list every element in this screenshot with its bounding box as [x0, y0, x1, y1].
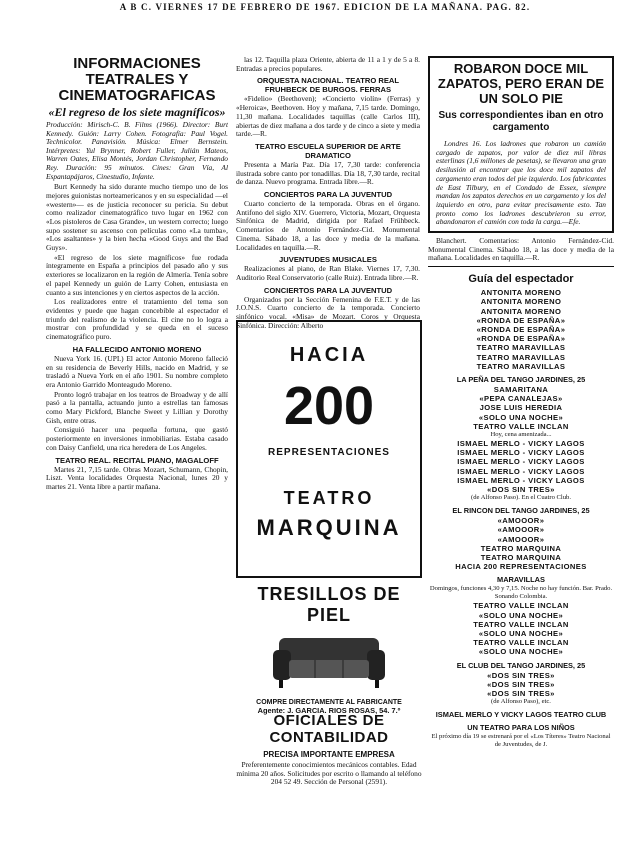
paragraph: Pronto logró trabajar en los teatros de Broadway y de allí pasó a la pantalla, actuando junto a estrellas tan famosas como Mary Pickford, Blanche Sweet y Lillian y Dorothy Gish, entre otras.: [46, 389, 228, 425]
guide-line: «AMOOOR»: [497, 516, 545, 526]
paragraph: «El regreso de los siete magníficos» fue rodada íntegramente en España a principios del pasado año y sus exteriores se localizaron en la región de Almería. Tenía sobre el papel Kennedy un guión de Larry Cohen, entusiasta en cuanto a sus intenciones y en ciertos aspectos de la acción.: [46, 252, 228, 297]
guide-list: [428, 385, 614, 431]
guide-subheading: LA PEÑA DEL TANGO JARDINES, 25: [456, 374, 586, 384]
box-title: ROBARON DOCE MIL ZAPATOS, PERO ERAN DE UN SOLO PIE: [437, 61, 605, 106]
paragraph: Los realizadores entre el tratamiento del tema son evidentes y puede que hagan concebible al espectador el triunfo del realismo de la violencia. El cine no lo logra a mostrar con profundidad y se queda en el suceso cinematográfico puro.: [46, 297, 228, 342]
guide-line: «DOS SIN TRES»: [487, 485, 555, 494]
guide-note: (de Alfonso Paso), etc.: [491, 698, 551, 706]
guide-line: TEATRO VALLE INCLAN: [473, 638, 569, 648]
guide-line: ISMAEL MERLO - VICKY LAGOS: [457, 438, 585, 448]
guide-line: ISMAEL MERLO - VICKY LAGOS: [457, 448, 585, 458]
ad-text: TEATRO: [283, 488, 375, 508]
guide-line: «AMOOOR»: [497, 525, 545, 535]
guide-note: Domingos, funciones 4,30 y 7,15. Noche no hay función. Bar. Prado. Sonando Colombia.: [429, 585, 613, 601]
guide-note: (de Alfonso Paso). En el Cuatro Club.: [471, 494, 571, 502]
guide-line: ISMAEL MERLO - VICKY LAGOS: [457, 475, 585, 485]
guide-note: Hoy, cena amenizada...: [490, 430, 552, 438]
column-concerts: [236, 56, 420, 351]
ad-oficiales-contabilidad: [236, 712, 422, 842]
guide-list: [428, 601, 614, 656]
guide-line: HACIA 200 REPRESENTACIONES: [455, 562, 587, 572]
guide-list: [428, 671, 614, 699]
ad-text: Agente: J. GARCIA. RIOS ROSAS, 54. 7.º: [257, 706, 401, 715]
concert-heading: JUVENTUDES MUSICALES: [279, 255, 377, 265]
paragraph: Organizados por la Sección Femenina de F.E.T. y de las J.O.N.S. Cuarto concierto de la temporada. Concierto sinfónico vocal. «Misa» de Mozart. Coros y Orquesta Sinfónica. Dirección: Alberto: [236, 294, 420, 330]
guide-line: «SOLO UNA NOCHE»: [478, 412, 564, 422]
guide-line: «RONDA DE ESPAÑA»: [476, 324, 566, 334]
ad-tresillos: [236, 584, 422, 715]
guide-subheading: ISMAEL MERLO Y VICKY LAGOS TEATRO CLUB: [435, 710, 607, 720]
paragraph: Cuarto concierto de la temporada. Obras en el órgano. Antifono del siglo XIV. Guerrero, Victoria, Mozart, Orquesta Sinfónica de Madrid, dirigida por Rafael Frühbeck. Comentarios de Antonio Fernández-Cid. Monumental Cinema. Sábado 18, a las doce y media de la mañana. Localidades en taquilla.—R.: [236, 199, 420, 252]
guide-line: ANTONITA MORENO: [480, 288, 562, 298]
guide-list: [428, 288, 614, 371]
guide-line: «SOLO UNA NOCHE»: [478, 629, 564, 639]
guide-line: «AMOOOR»: [497, 534, 545, 544]
guide-list: [428, 516, 614, 571]
ad-title: OFICIALES DE CONTABILIDAD: [269, 712, 389, 746]
concert-heading: CONCIERTOS PARA LA JUVENTUD: [263, 285, 393, 295]
guide-line: TEATRO MARAVILLAS: [476, 361, 566, 371]
concert-heading: TEATRO ESCUELA SUPERIOR DE ARTE DRAMATICO: [255, 141, 401, 160]
ad-text: REPRESENTACIONES: [268, 447, 390, 458]
ad-text: Preferentemente conocimientos mecánicos contables. Edad mínima 20 años. Solicitudes por escrito o llamando al teléfono 204 52 49. Sección de Personal (2591).: [236, 760, 422, 787]
guide-line: TEATRO VALLE INCLAN: [473, 421, 569, 431]
column-theatre-cinema: [46, 56, 228, 856]
guide-line: JOSE LUIS HEREDIA: [479, 403, 563, 413]
ad-text: COMPRE DIRECTAMENTE AL FABRICANTE: [256, 699, 402, 706]
paragraph: Presenta a María Paz. Día 17, 7,30 tarde: conferencia ilustrada sobre canto por tonadillas. Día 18, 7,30 tarde, recital de danza. Nuevo programa. Entrada libre.—R.: [236, 159, 420, 187]
sofa-illustration: [269, 630, 389, 690]
guide-line: TEATRO MARQUINA: [480, 553, 562, 563]
ad-text: PRECISA IMPORTANTE EMPRESA: [263, 750, 395, 759]
guide-subheading: MARAVILLAS: [497, 575, 545, 585]
guide-note: El próximo día 19 se estrenará por el «Los Títeres» Teatro Nacional de Juventudes, de J.: [431, 733, 611, 749]
paragraph: Nueva York 16. (UPI.) El actor Antonio Moreno falleció en su residencia de Beverly Hills, nacido en Madrid, y se trasladó a Nueva York en el año 1901. Su nombre completo era Antonio Garrido Monteagudo Moreno.: [46, 353, 228, 389]
guide-line: «DOS SIN TRES»: [487, 670, 555, 680]
guide-line: ANTONITA MORENO: [480, 306, 562, 316]
film-credits: Producción: Mirisch-C. B. Films (1966). Director: Burt Kennedy. Guión: Larry Cohen. Fotografía: Paul Vogel. Technicolor. Panavisión. Música: Elmer Bernstein. Intérpretes: Yul Brynner, Robert Fuller, Julián Mateos, Warren Oates, Elisa Montés, Jordan Christopher, Fernando Rey. Duración: 95 minutos. Cines: Gran Vía, Al Espantapájaros, Cinestudio, Infante.: [46, 120, 228, 181]
paragraph: las 12. Taquilla plaza Oriente, abierta de 11 a 1 y de 5 a 8. Entradas a precios populares.: [236, 56, 420, 73]
guide-line: TEATRO MARQUINA: [480, 543, 562, 553]
guide-line: ANTONITA MORENO: [480, 297, 562, 307]
paragraph: «Fidelio» (Beethoven); «Concierto violín» (Ferras) y «Heroica», Beethoven. Hoy y mañana, 7,15 tarde. Domingo, 11,30 mañana. Localidades taquillas (calle Carlos III), abiertas de diez mañana a dos tarde y de cinco a siete y media tarde.—R.: [236, 94, 420, 139]
box-text: Londres 16. Los ladrones que robaron un camión cargado de zapatos, por valor de diez mil libras esterlinas (1,6 millones de pesetas), se llevaron una gran desilusión al encontrar que los doce mil zapatos del cargamento eran todos del pie izquierdo. Los fabricantes de East Tilbury, en el Condado de Essex, siempre mandan los zapatos derechos en un cargamento y los del izquierdo en otro, para evitar precisamente esto. Tan pronto como los ladrones descubrieron su error, abandonaron el camión con toda la carga.—Efe.: [436, 139, 606, 227]
guide-title: Guía del espectador: [468, 273, 574, 286]
concert-heading: ORQUESTA NACIONAL. TEATRO REAL FRUHBECK DE BURGOS. FERRAS: [256, 76, 400, 95]
divider: [428, 266, 614, 267]
guide-line: TEATRO MARAVILLAS: [476, 343, 566, 353]
guide-subheading: UN TEATRO PARA LOS NIÑOS: [467, 723, 575, 733]
guide-subheading: EL RINCON DEL TANGO JARDINES, 25: [452, 506, 590, 516]
paragraph: Blanchert. Comentarios: Antonio Fernández-Cid. Monumental Cinema. Sábado 18, a las doce y media de la mañana. Localidades en taquilla.—R.: [428, 236, 614, 263]
guide-line: «RONDA DE ESPAÑA»: [476, 334, 566, 344]
guide-line: TEATRO VALLE INCLAN: [473, 601, 569, 611]
guide-line: TEATRO VALLE INCLAN: [473, 619, 569, 629]
column-guide: [428, 56, 614, 856]
recital-heading: TEATRO REAL. RECITAL PIANO, MAGALOFF: [55, 455, 219, 465]
guide-line: «SOLO UNA NOCHE»: [478, 647, 564, 657]
box-subtitle: Sus correspondientes iban en otro cargamento: [438, 110, 604, 133]
guide-line: «DOS SIN TRES»: [487, 689, 555, 699]
ad-title: TRESILLOS DE PIEL: [257, 584, 401, 625]
guide-line: «DOS SIN TRES»: [487, 679, 555, 689]
paragraph: Martes 21, 7,15 tarde. Obras Mozart, Schumann, Chopin, Liszt. Venta localidades Orquesta Nacional, lunes 20 y martes 21. Venta libre a partir mañana.: [46, 464, 228, 491]
ad-teatro-marquina: [236, 320, 422, 578]
guide-line: «RONDA DE ESPAÑA»: [476, 315, 566, 325]
paragraph: Burt Kennedy ha sido durante mucho tiempo uno de los mejores guionistas norteamericanos y en su especialidad —el «western»— es de justicia reconocer su pericia. Su debut como realizador cinematográfico tuvo lugar en 1962 con «Los pistoleros de Casa Grande», un western correcto; luego supo sostener su ascenso con películas como «La tumba», «Los asaltantes» y la bien hecha «Good Guys and the Bad Guys».: [46, 182, 228, 253]
paragraph: Realizaciones al piano, de Ran Blake. Viernes 17, 7,30. Auditorio Real Conservatorio (calle Ruiz). Entrada libre.—R.: [236, 264, 420, 282]
section-title: INFORMACIONES TEATRALES Y CINEMATOGRAFICAS: [58, 56, 216, 104]
guide-line: ISMAEL MERLO - VICKY LAGOS: [457, 457, 585, 467]
article-title: «El regreso de los siete magníficos»: [48, 105, 226, 119]
guide-subheading: EL CLUB DEL TANGO JARDINES, 25: [456, 660, 586, 670]
news-box: [428, 56, 614, 233]
ad-number: 200: [283, 376, 375, 436]
guide-line: SAMARITANA: [493, 384, 549, 394]
paragraph: Consiguió hacer una pequeña fortuna, que gastó posteriormente en inversiones inmobiliarias. Estaba casado con Daisy Canfield, una rica heredera de Los Angeles.: [46, 425, 228, 452]
guide-line: TEATRO MARAVILLAS: [476, 352, 566, 362]
guide-line: «SOLO UNA NOCHE»: [478, 610, 564, 620]
page-header: A B C. VIERNES 17 DE FEBRERO DE 1967. EDICION DE LA MAÑANA. PAG. 82.: [119, 2, 531, 12]
concert-heading: CONCIERTOS PARA LA JUVENTUD: [263, 190, 393, 200]
guide-line: ISMAEL MERLO - VICKY LAGOS: [457, 466, 585, 476]
guide-list: [428, 439, 614, 494]
obituary-heading: HA FALLECIDO ANTONIO MORENO: [72, 344, 202, 354]
ad-text: HACIA: [289, 344, 369, 366]
ad-text: MARQUINA: [256, 515, 402, 540]
guide-line: «PEPA CANALEJAS»: [479, 394, 563, 404]
